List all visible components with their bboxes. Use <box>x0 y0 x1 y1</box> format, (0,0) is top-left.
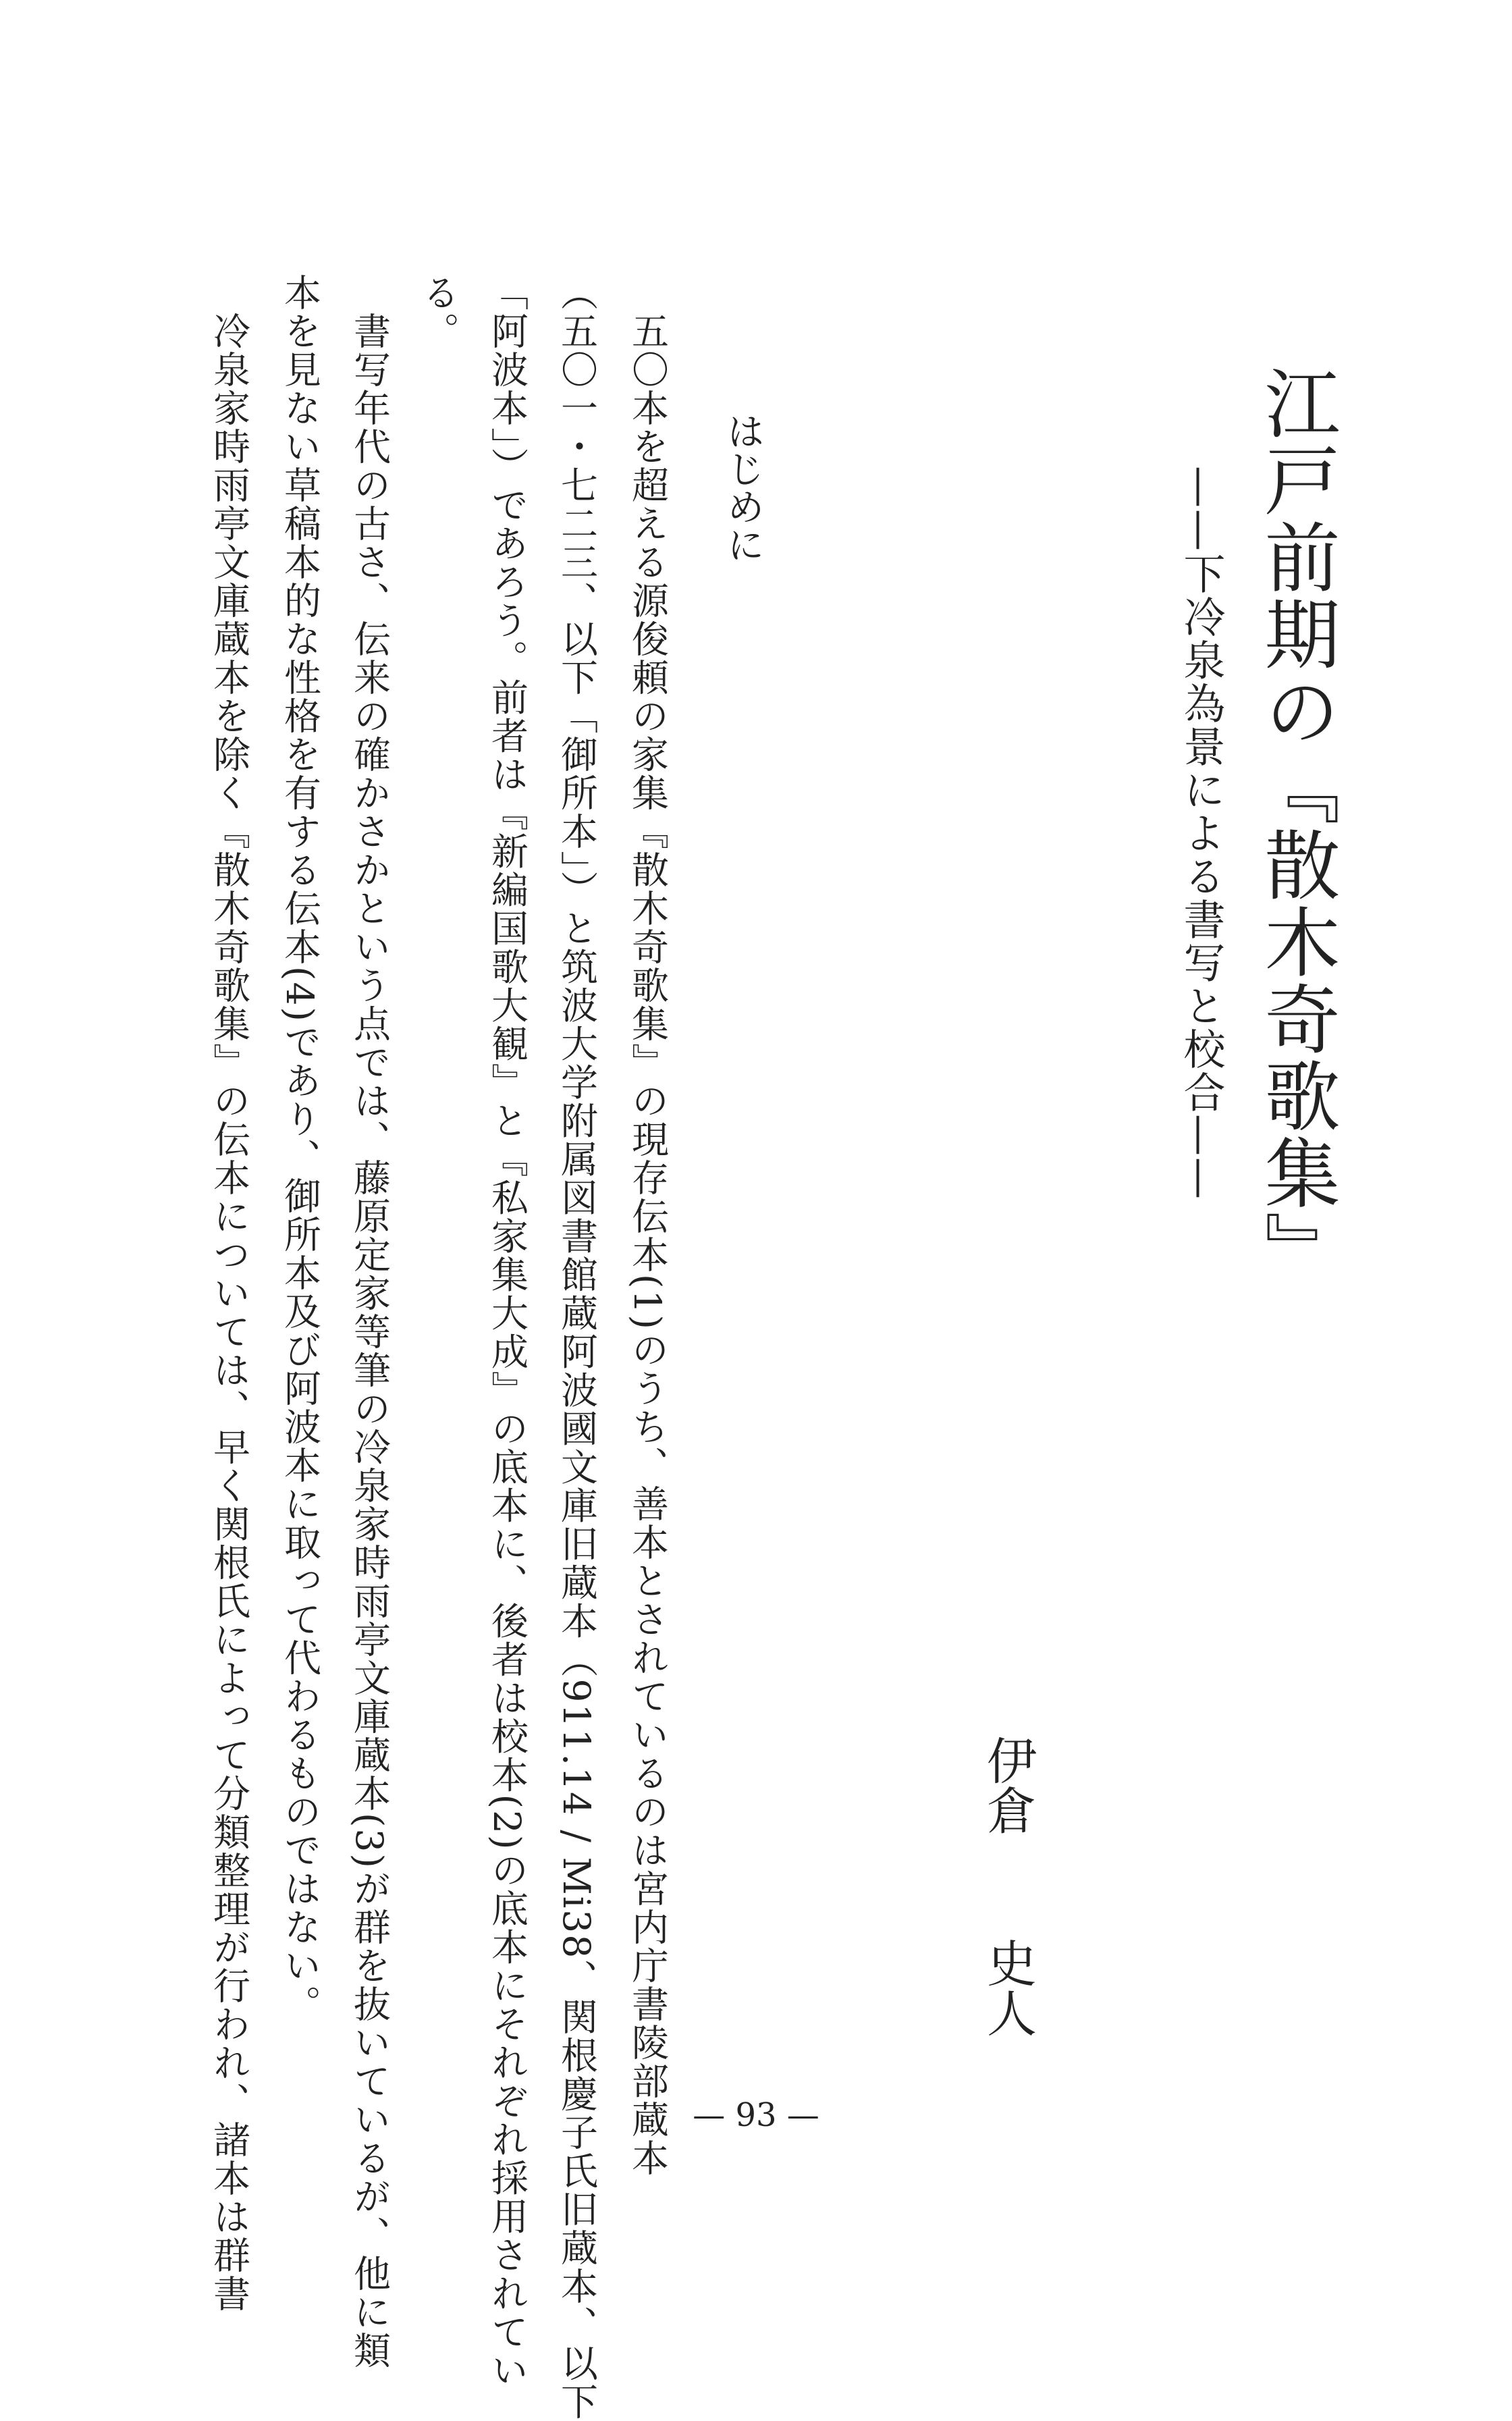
body-line: 冷泉家時雨亭文庫蔵本を除く『散木奇歌集』の伝本については、早く関根氏によって分類整理が行われ、諸本は群書 <box>207 273 250 2313</box>
article-title: 江戸前期の『散木奇歌集』 <box>1252 365 1340 1288</box>
body-line: 本を見ない草稿本的な性格を有する伝本(4)であり、御所本及び阿波本に取って代わるものではない。 <box>278 273 321 2023</box>
author-given-name: 史人 <box>979 1938 1037 2038</box>
body-line: （五〇一・七二三、以下「御所本」）と筑波大学附属図書館蔵阿波國文庫旧蔵本（911.14 / Mi38、関根慶子氏旧蔵本、以下 <box>555 273 598 2421</box>
page-number: — 93 — <box>693 2096 819 2134</box>
author-family-name: 伊倉 <box>979 1735 1037 1835</box>
section-heading: はじめに <box>721 412 765 563</box>
body-line: 書写年代の古さ、伝来の確かさかという点では、藤原定家等筆の冷泉家時雨亭文庫蔵本(3)が群を抜いているが、他に類 <box>348 273 391 2370</box>
body-line: る。 <box>416 273 460 350</box>
body-line: 五〇本を超える源俊頼の家集『散木奇歌集』の現存伝本(1)のうち、善本とされているのは宮内庁書陵部蔵本 <box>626 273 669 2177</box>
article-subtitle: ——下冷泉為景による書写と校合—— <box>1177 466 1226 1200</box>
body-line: 「阿波本」）であろう。前者は『新編国歌大観』と『私家集大成』の底本に、後者は校本(2)の底本にそれぞれ採用されてい <box>485 273 529 2390</box>
